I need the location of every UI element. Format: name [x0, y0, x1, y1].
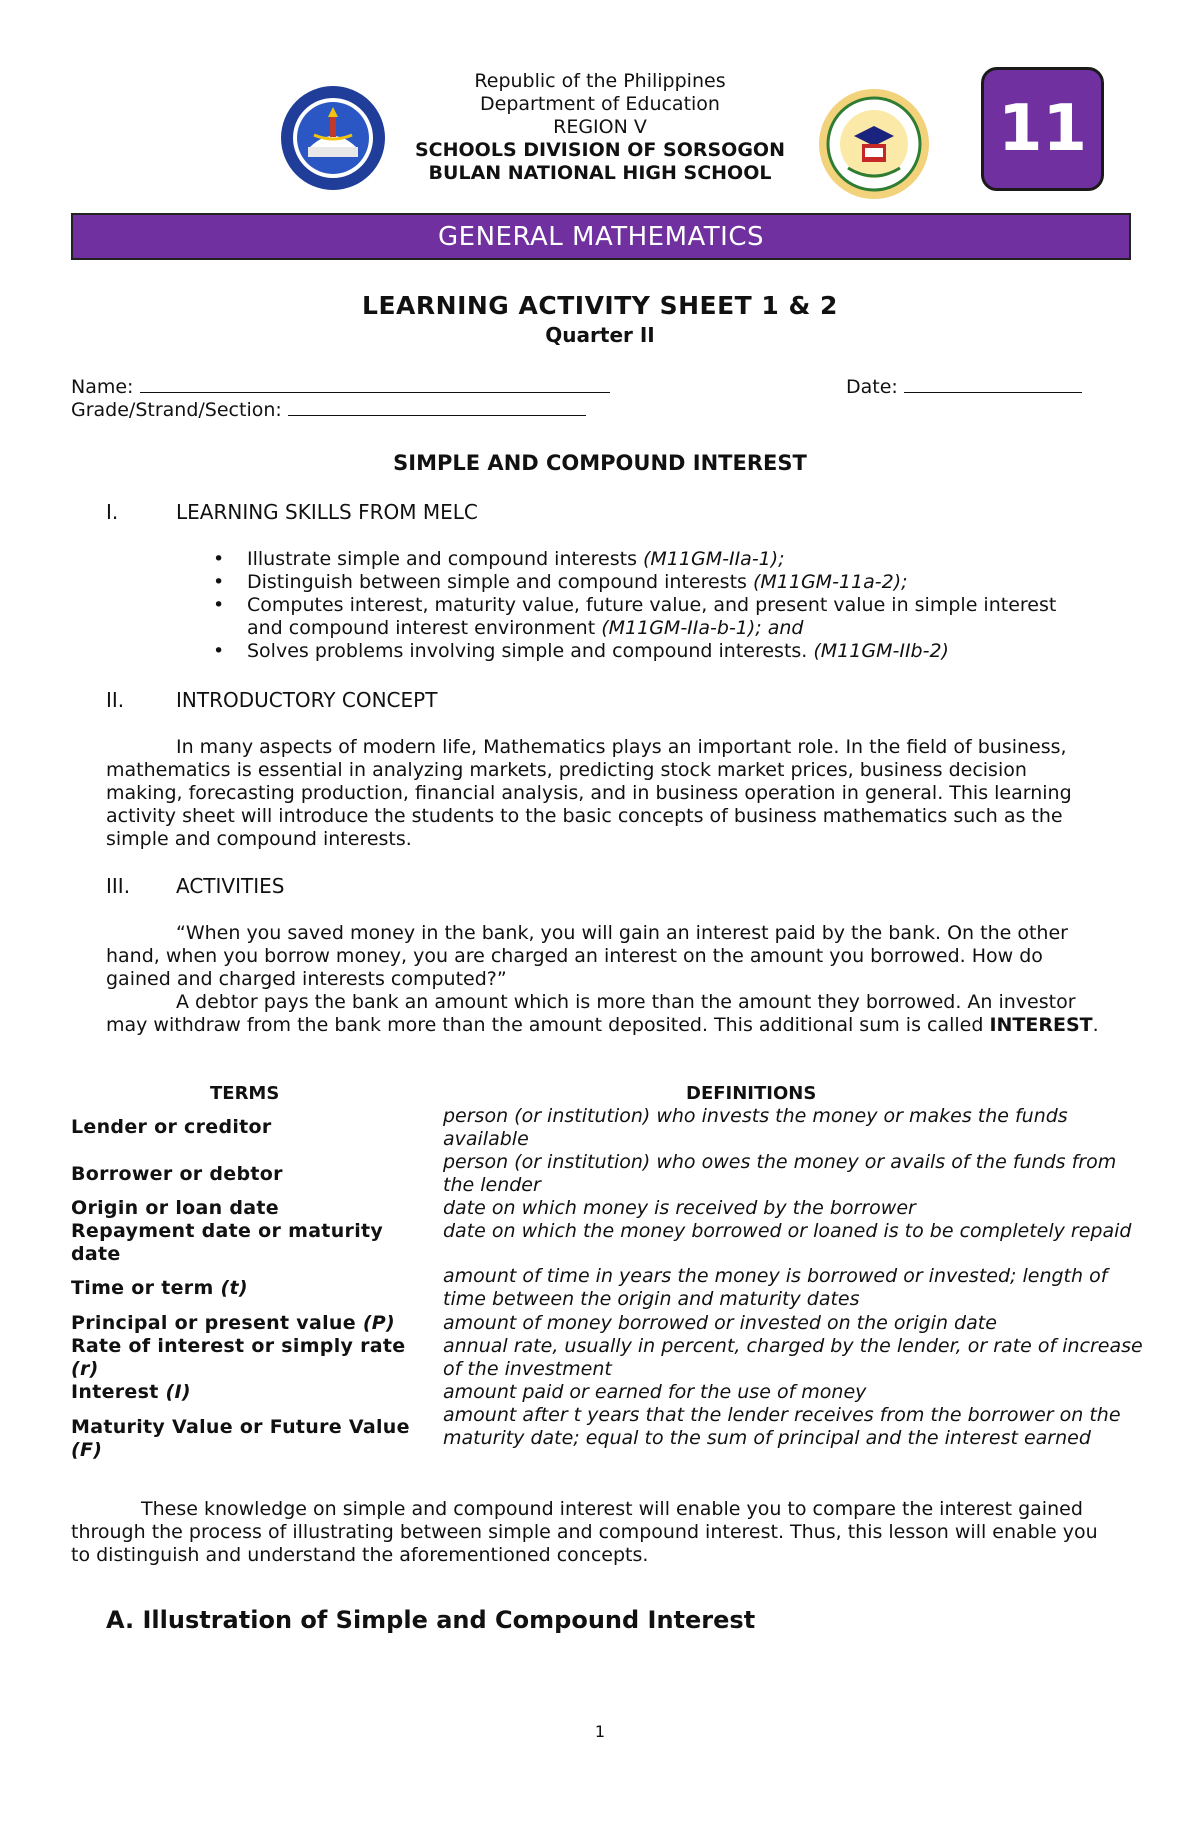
header-republic: Republic of the Philippines [474, 70, 726, 92]
activity-quote: “When you saved money in the bank, you will gain an interest paid by the bank. On the other hand, when you borrow money, you are charged an interest on the amount you borrowed. How do gained and charged interests computed?” [106, 922, 1068, 990]
definition-cell: person (or institution) who owes the money or avails of the funds from the lender [443, 1151, 1117, 1196]
quarter-label: Quarter II [545, 323, 655, 347]
grade-level-badge [981, 67, 1104, 191]
term-cell: Time or term (t) [71, 1277, 248, 1299]
section-number: I. [106, 500, 119, 524]
terms-column-header: TERMS [210, 1083, 280, 1104]
term-cell: Repayment date or maturity date [71, 1220, 384, 1265]
term-cell: Principal or present value (P) [71, 1312, 396, 1334]
definition-cell: amount paid or earned for the use of money [443, 1381, 867, 1403]
institution-header [400, 70, 800, 185]
section-number: III. [106, 874, 131, 898]
subject-banner [71, 213, 1131, 260]
section-heading-text: ACTIVITIES [176, 874, 285, 898]
list-item: • Computes interest, maturity value, future value, and present value in simple interest and compound interest environment (M11GM-IIa-b-1); and [213, 594, 1057, 639]
name-field[interactable] [71, 376, 610, 398]
header-school: BULAN NATIONAL HIGH SCHOOL [428, 162, 772, 184]
name-blank-line[interactable] [140, 391, 610, 393]
header-division: SCHOOLS DIVISION OF SORSOGON [415, 139, 785, 161]
grade-level-number: 11 [997, 92, 1088, 166]
term-cell: Rate of interest or simply rate (r) [71, 1335, 406, 1380]
bullet-icon: • [213, 571, 225, 593]
page-number: 1 [594, 1722, 606, 1741]
definition-cell: amount after t years that the lender receives from the borrower on the maturity date; equal to the sum of principal and the interest earned [443, 1404, 1121, 1449]
section-heading-text: INTRODUCTORY CONCEPT [176, 688, 438, 712]
subject-title: GENERAL MATHEMATICS [438, 221, 764, 252]
section-field[interactable] [71, 399, 586, 421]
list-item: • Distinguish between simple and compound interests (M11GM-11a-2); [213, 571, 908, 593]
list-item: • Solves problems involving simple and compound interests. (M11GM-IIb-2) [213, 640, 949, 662]
division-seal-logo [280, 85, 386, 191]
term-cell: Maturity Value or Future Value (F) [71, 1416, 410, 1461]
sheet-title: LEARNING ACTIVITY SHEET 1 & 2 [362, 291, 838, 320]
definition-cell: amount of time in years the money is borrowed or invested; length of time between the origin and maturity dates [443, 1265, 1108, 1310]
term-cell: Lender or creditor [71, 1116, 272, 1138]
date-blank-line[interactable] [904, 391, 1082, 393]
subsection-a-heading: A. Illustration of Simple and Compound Interest [106, 1606, 756, 1634]
header-department: Department of Education [480, 93, 720, 115]
definition-cell: date on which the money borrowed or loaned is to be completely repaid [443, 1220, 1132, 1242]
definition-cell: person (or institution) who invests the money or makes the funds available [443, 1105, 1068, 1150]
section-label: Grade/Strand/Section: [71, 399, 282, 421]
melc-list [213, 548, 1093, 663]
definition-cell: date on which money is received by the borrower [443, 1197, 916, 1219]
definitions-column-header: DEFINITIONS [686, 1083, 817, 1104]
bullet-icon: • [213, 548, 225, 570]
bullet-icon: • [213, 640, 225, 662]
date-field[interactable] [846, 376, 1082, 398]
definition-cell: amount of money borrowed or invested on the origin date [443, 1312, 997, 1334]
school-seal-logo [818, 88, 930, 200]
intro-paragraph: In many aspects of modern life, Mathematics plays an important role. In the field of business, mathematics is essential in analyzing markets, predicting stock market prices, business decision making, forecasting production, financial analysis, and in business operation in general. This learning activity sheet will introduce the students to the basic concepts of business mathematics such as the simple and compound interests. [106, 736, 1072, 850]
bullet-icon: • [213, 594, 225, 616]
activity-paragraph: A debtor pays the bank an amount which is more than the amount they borrowed. An investor may withdraw from the bank more than the amount deposited. This additional sum is called INTEREST. [106, 991, 1099, 1036]
definition-cell: annual rate, usually in percent, charged by the lender, or rate of increase of the investment [443, 1335, 1143, 1380]
list-item: • Illustrate simple and compound interests (M11GM-IIa-1); [213, 548, 785, 570]
term-cell: Interest (I) [71, 1381, 191, 1403]
section-blank-line[interactable] [288, 414, 586, 416]
closing-paragraph: These knowledge on simple and compound interest will enable you to compare the interest gained through the process of illustrating between simple and compound interest. Thus, this lesson will enable you to distinguish and understand the aforementioned concepts. [71, 1498, 1098, 1566]
term-cell: Origin or loan date [71, 1197, 279, 1219]
topic-title: SIMPLE AND COMPOUND INTEREST [393, 451, 807, 475]
header-region: REGION V [553, 116, 647, 138]
interest-keyword: INTEREST [989, 1014, 1093, 1036]
section-number: II. [106, 688, 125, 712]
section-heading-text: LEARNING SKILLS FROM MELC [176, 500, 478, 524]
term-cell: Borrower or debtor [71, 1163, 283, 1185]
date-label: Date: [846, 376, 898, 398]
name-label: Name: [71, 376, 134, 398]
